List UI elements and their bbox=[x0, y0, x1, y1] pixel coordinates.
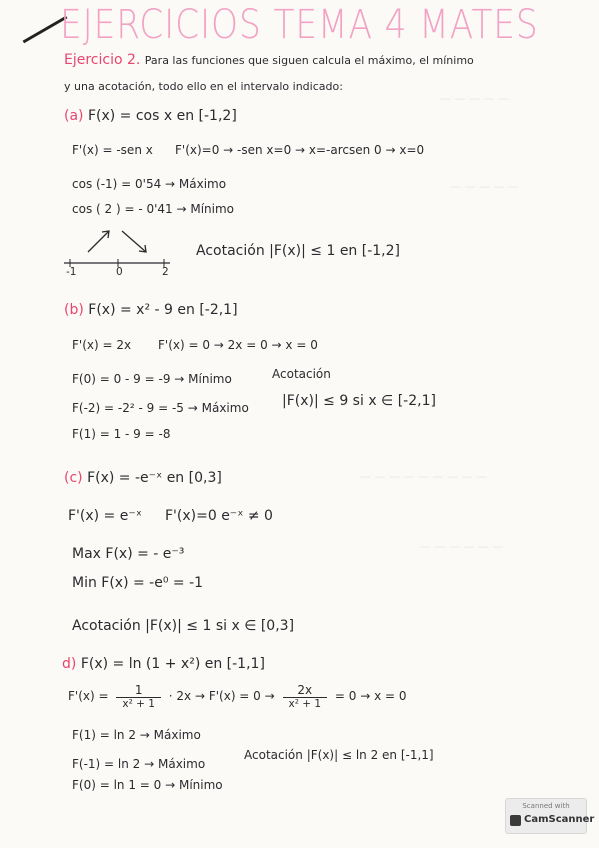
bleed-through-text: — — — — — — — — — bbox=[360, 470, 487, 483]
derivative-middle: · 2x → F'(x) = 0 → bbox=[168, 689, 275, 703]
part-b-interval: [-2,1] bbox=[199, 302, 238, 318]
part-c-interval: [0,3] bbox=[188, 470, 222, 486]
part-d-bound: Acotación |F(x)| ≤ ln 2 en [-1,1] bbox=[244, 748, 434, 762]
part-b-min: F(0) = 0 - 9 = -9 → Mínimo bbox=[72, 372, 232, 386]
bleed-through-text: — — — — — bbox=[450, 180, 519, 193]
part-d-derivative bbox=[68, 683, 407, 710]
statement-line-2: y una acotación, todo ello en el intervalo indicado: bbox=[64, 80, 343, 93]
scanner-caption: Scanned with bbox=[522, 802, 570, 810]
part-b-label: (b) bbox=[64, 302, 84, 318]
axis-tick-left: -1 bbox=[66, 266, 77, 278]
part-d-label: d) bbox=[62, 656, 77, 672]
fraction-numerator: 2x bbox=[283, 683, 328, 698]
part-d-min: F(0) = ln 1 = 0 → Mínimo bbox=[72, 778, 223, 792]
part-b-derivative: F'(x) = 2x bbox=[72, 338, 132, 352]
part-a-bound: Acotación |F(x)| ≤ 1 en [-1,2] bbox=[196, 243, 400, 259]
part-b-critical-point: F'(x) = 0 → 2x = 0 → x = 0 bbox=[158, 338, 318, 352]
statement-line-1: Para las funciones que siguen calcula el máximo, el mínimo bbox=[144, 54, 474, 67]
part-d-max-2: F(-1) = ln 2 → Máximo bbox=[72, 757, 206, 771]
fraction bbox=[283, 683, 328, 710]
part-c-min: Min F(x) = -e⁰ = -1 bbox=[72, 575, 204, 591]
bleed-through-text: — — — — — — bbox=[420, 540, 504, 553]
bleed-through-text: — — — — — bbox=[440, 92, 509, 105]
part-c-label: (c) bbox=[64, 470, 83, 486]
part-a-label: (a) bbox=[64, 108, 84, 124]
part-a-critical-point: F'(x)=0 → -sen x=0 → x=-arcsen 0 → x=0 bbox=[175, 143, 425, 157]
axis-tick-right: 2 bbox=[162, 266, 169, 278]
part-a-max: cos (-1) = 0'54 → Máximo bbox=[72, 177, 227, 191]
part-d-function: F(x) = ln (1 + x²) en bbox=[80, 656, 223, 672]
part-b-max: F(-2) = -2² - 9 = -5 → Máximo bbox=[72, 401, 249, 415]
axis-tick-middle: 0 bbox=[116, 266, 123, 278]
derivative-prefix: F'(x) = bbox=[68, 689, 109, 703]
camscanner-badge bbox=[505, 798, 595, 834]
part-b-value-at-1: F(1) = 1 - 9 = -8 bbox=[72, 427, 171, 441]
part-a-derivative: F'(x) = -sen x bbox=[72, 143, 153, 157]
part-c-derivative: F'(x) = e⁻ˣ bbox=[68, 508, 142, 524]
camscanner-logo-icon bbox=[510, 815, 521, 826]
fraction bbox=[116, 683, 161, 710]
part-b-bound-label: Acotación bbox=[272, 367, 331, 381]
fraction-denominator: x² + 1 bbox=[122, 698, 155, 710]
part-b-bound: |F(x)| ≤ 9 si x ∈ [-2,1] bbox=[282, 393, 436, 409]
scanner-brand: CamScanner bbox=[524, 814, 595, 825]
part-a-min: cos ( 2 ) = - 0'41 → Mínimo bbox=[72, 202, 235, 216]
fraction-numerator: 1 bbox=[116, 683, 161, 698]
part-d-max-1: F(1) = ln 2 → Máximo bbox=[72, 728, 201, 742]
part-a-function: F(x) = cos x en bbox=[87, 108, 195, 124]
page-title: EJERCICIOS TEMA 4 MATES bbox=[60, 2, 539, 48]
fraction-denominator: x² + 1 bbox=[288, 698, 322, 710]
part-a-interval: [-1,2] bbox=[198, 108, 237, 124]
part-c-max: Max F(x) = - e⁻³ bbox=[72, 546, 185, 562]
part-c-function: F(x) = -e⁻ˣ en bbox=[87, 470, 185, 486]
derivative-suffix: = 0 → x = 0 bbox=[334, 689, 407, 703]
exercise-label: Ejercicio 2. bbox=[64, 52, 141, 68]
part-d-interval: [-1,1] bbox=[226, 656, 265, 672]
part-c-critical-point: F'(x)=0 e⁻ˣ ≠ 0 bbox=[165, 508, 273, 524]
part-b-function: F(x) = x² - 9 en bbox=[88, 302, 195, 318]
part-c-bound: Acotación |F(x)| ≤ 1 si x ∈ [0,3] bbox=[72, 618, 295, 634]
